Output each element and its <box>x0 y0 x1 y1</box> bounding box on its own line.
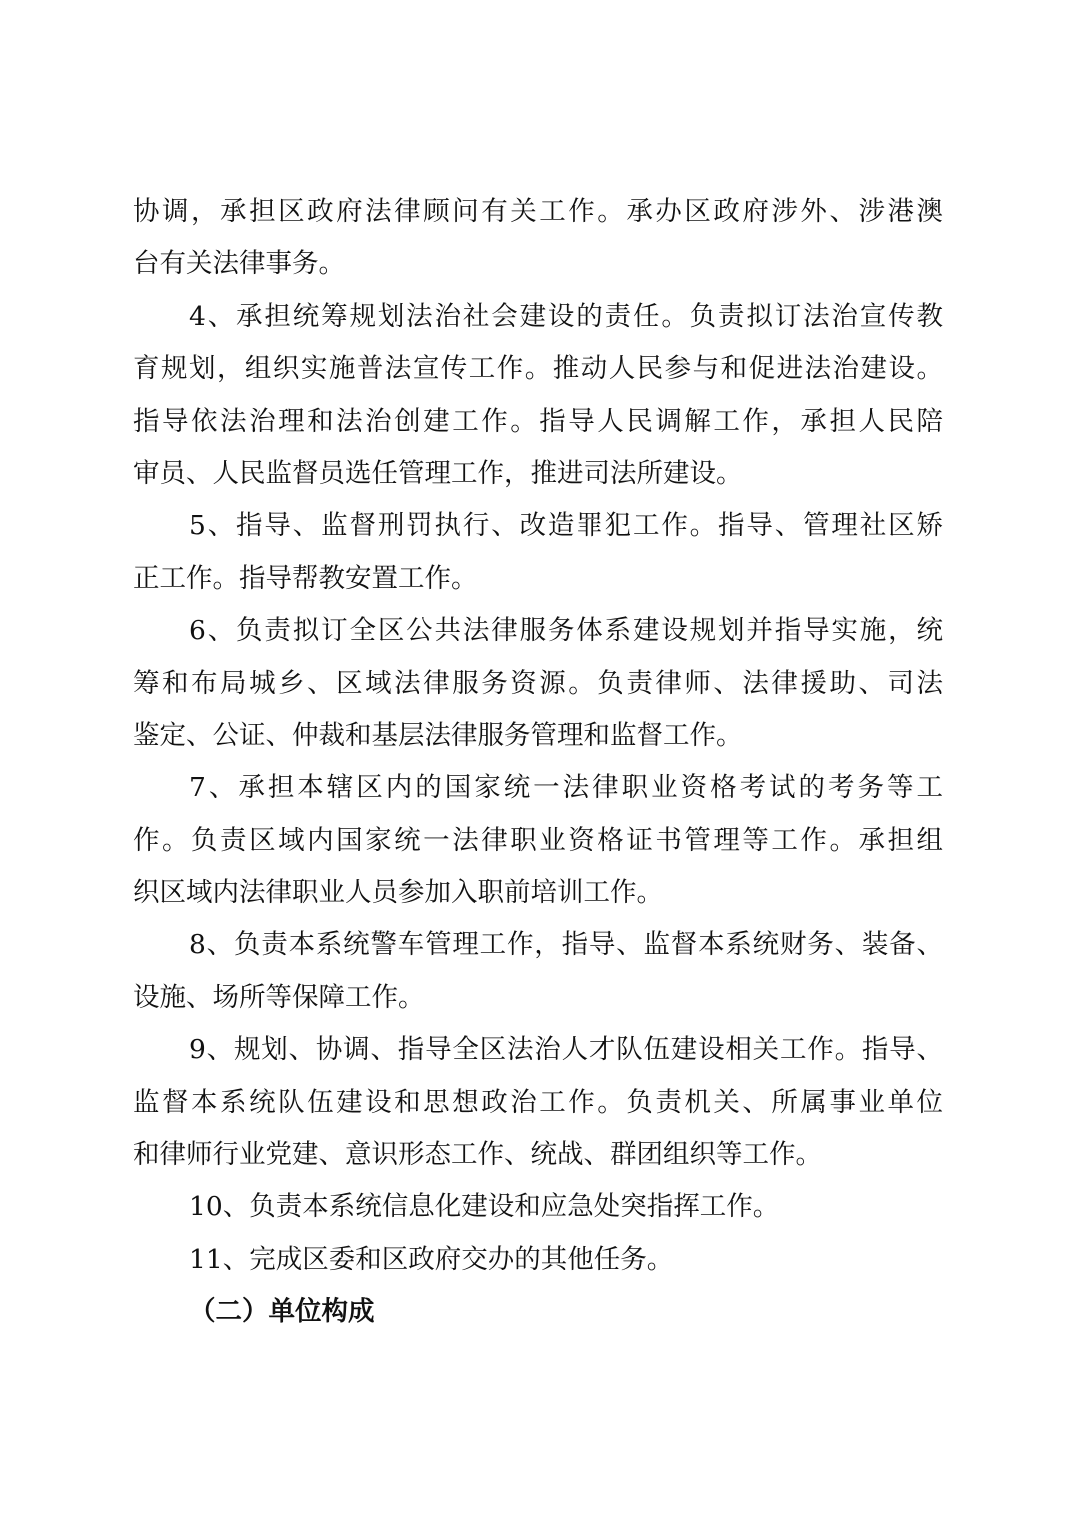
text-line: 台有关法律事务。 <box>133 248 345 280</box>
text-line: 作。负责区域内国家统一法律职业资格证书管理等工作。承担组 <box>133 824 943 856</box>
text-line: 织区域内法律职业人员参加入职前培训工作。 <box>133 877 663 909</box>
text-line: 5、指导、监督刑罚执行、改造罪犯工作。指导、管理社区矫 <box>189 510 943 542</box>
text-line: 4、承担统筹规划法治社会建设的责任。负责拟订法治宣传教 <box>189 300 943 332</box>
text-line: 7、承担本辖区内的国家统一法律职业资格考试的考务等工 <box>189 772 943 804</box>
text-line: 10、负责本系统信息化建设和应急处突指挥工作。 <box>189 1191 780 1223</box>
paragraph <box>133 1024 943 1181</box>
paragraph <box>133 605 943 762</box>
text-line: 9、规划、协调、指导全区法治人才队伍建设相关工作。指导、 <box>189 1034 943 1066</box>
text-line: 11、完成区委和区政府交办的其他任务。 <box>189 1243 674 1275</box>
paragraph <box>133 500 943 605</box>
paragraph <box>133 186 943 291</box>
text-line: 8、负责本系统警车管理工作，指导、监督本系统财务、装备、 <box>189 929 943 961</box>
text-line: 6、负责拟订全区公共法律服务体系建设规划并指导实施，统 <box>189 615 943 647</box>
paragraph <box>133 1234 943 1286</box>
paragraph <box>133 291 943 501</box>
text-line: 监督本系统队伍建设和思想政治工作。负责机关、所属事业单位 <box>133 1086 943 1118</box>
section-heading: （二）单位构成 <box>189 1296 375 1328</box>
document-body <box>133 186 943 1339</box>
text-line: 协调，承担区政府法律顾问有关工作。承办区政府涉外、涉港澳 <box>133 196 943 227</box>
text-line: 正工作。指导帮教安置工作。 <box>133 562 478 594</box>
paragraph <box>133 762 943 919</box>
text-line: 育规划，组织实施普法宣传工作。推动人民参与和促进法治建设。 <box>133 353 943 385</box>
text-line: 指导依法治理和法治创建工作。指导人民调解工作，承担人民陪 <box>133 405 943 437</box>
paragraph <box>133 1181 943 1233</box>
text-line: 筹和布局城乡、区域法律服务资源。负责律师、法律援助、司法 <box>133 667 943 699</box>
text-line: 鉴定、公证、仲裁和基层法律服务管理和监督工作。 <box>133 719 743 751</box>
text-line: 和律师行业党建、意识形态工作、统战、群团组织等工作。 <box>133 1139 822 1171</box>
paragraph <box>133 919 943 1024</box>
text-line: 审员、人民监督员选任管理工作，推进司法所建设。 <box>133 457 743 489</box>
text-line: 设施、场所等保障工作。 <box>133 981 425 1013</box>
